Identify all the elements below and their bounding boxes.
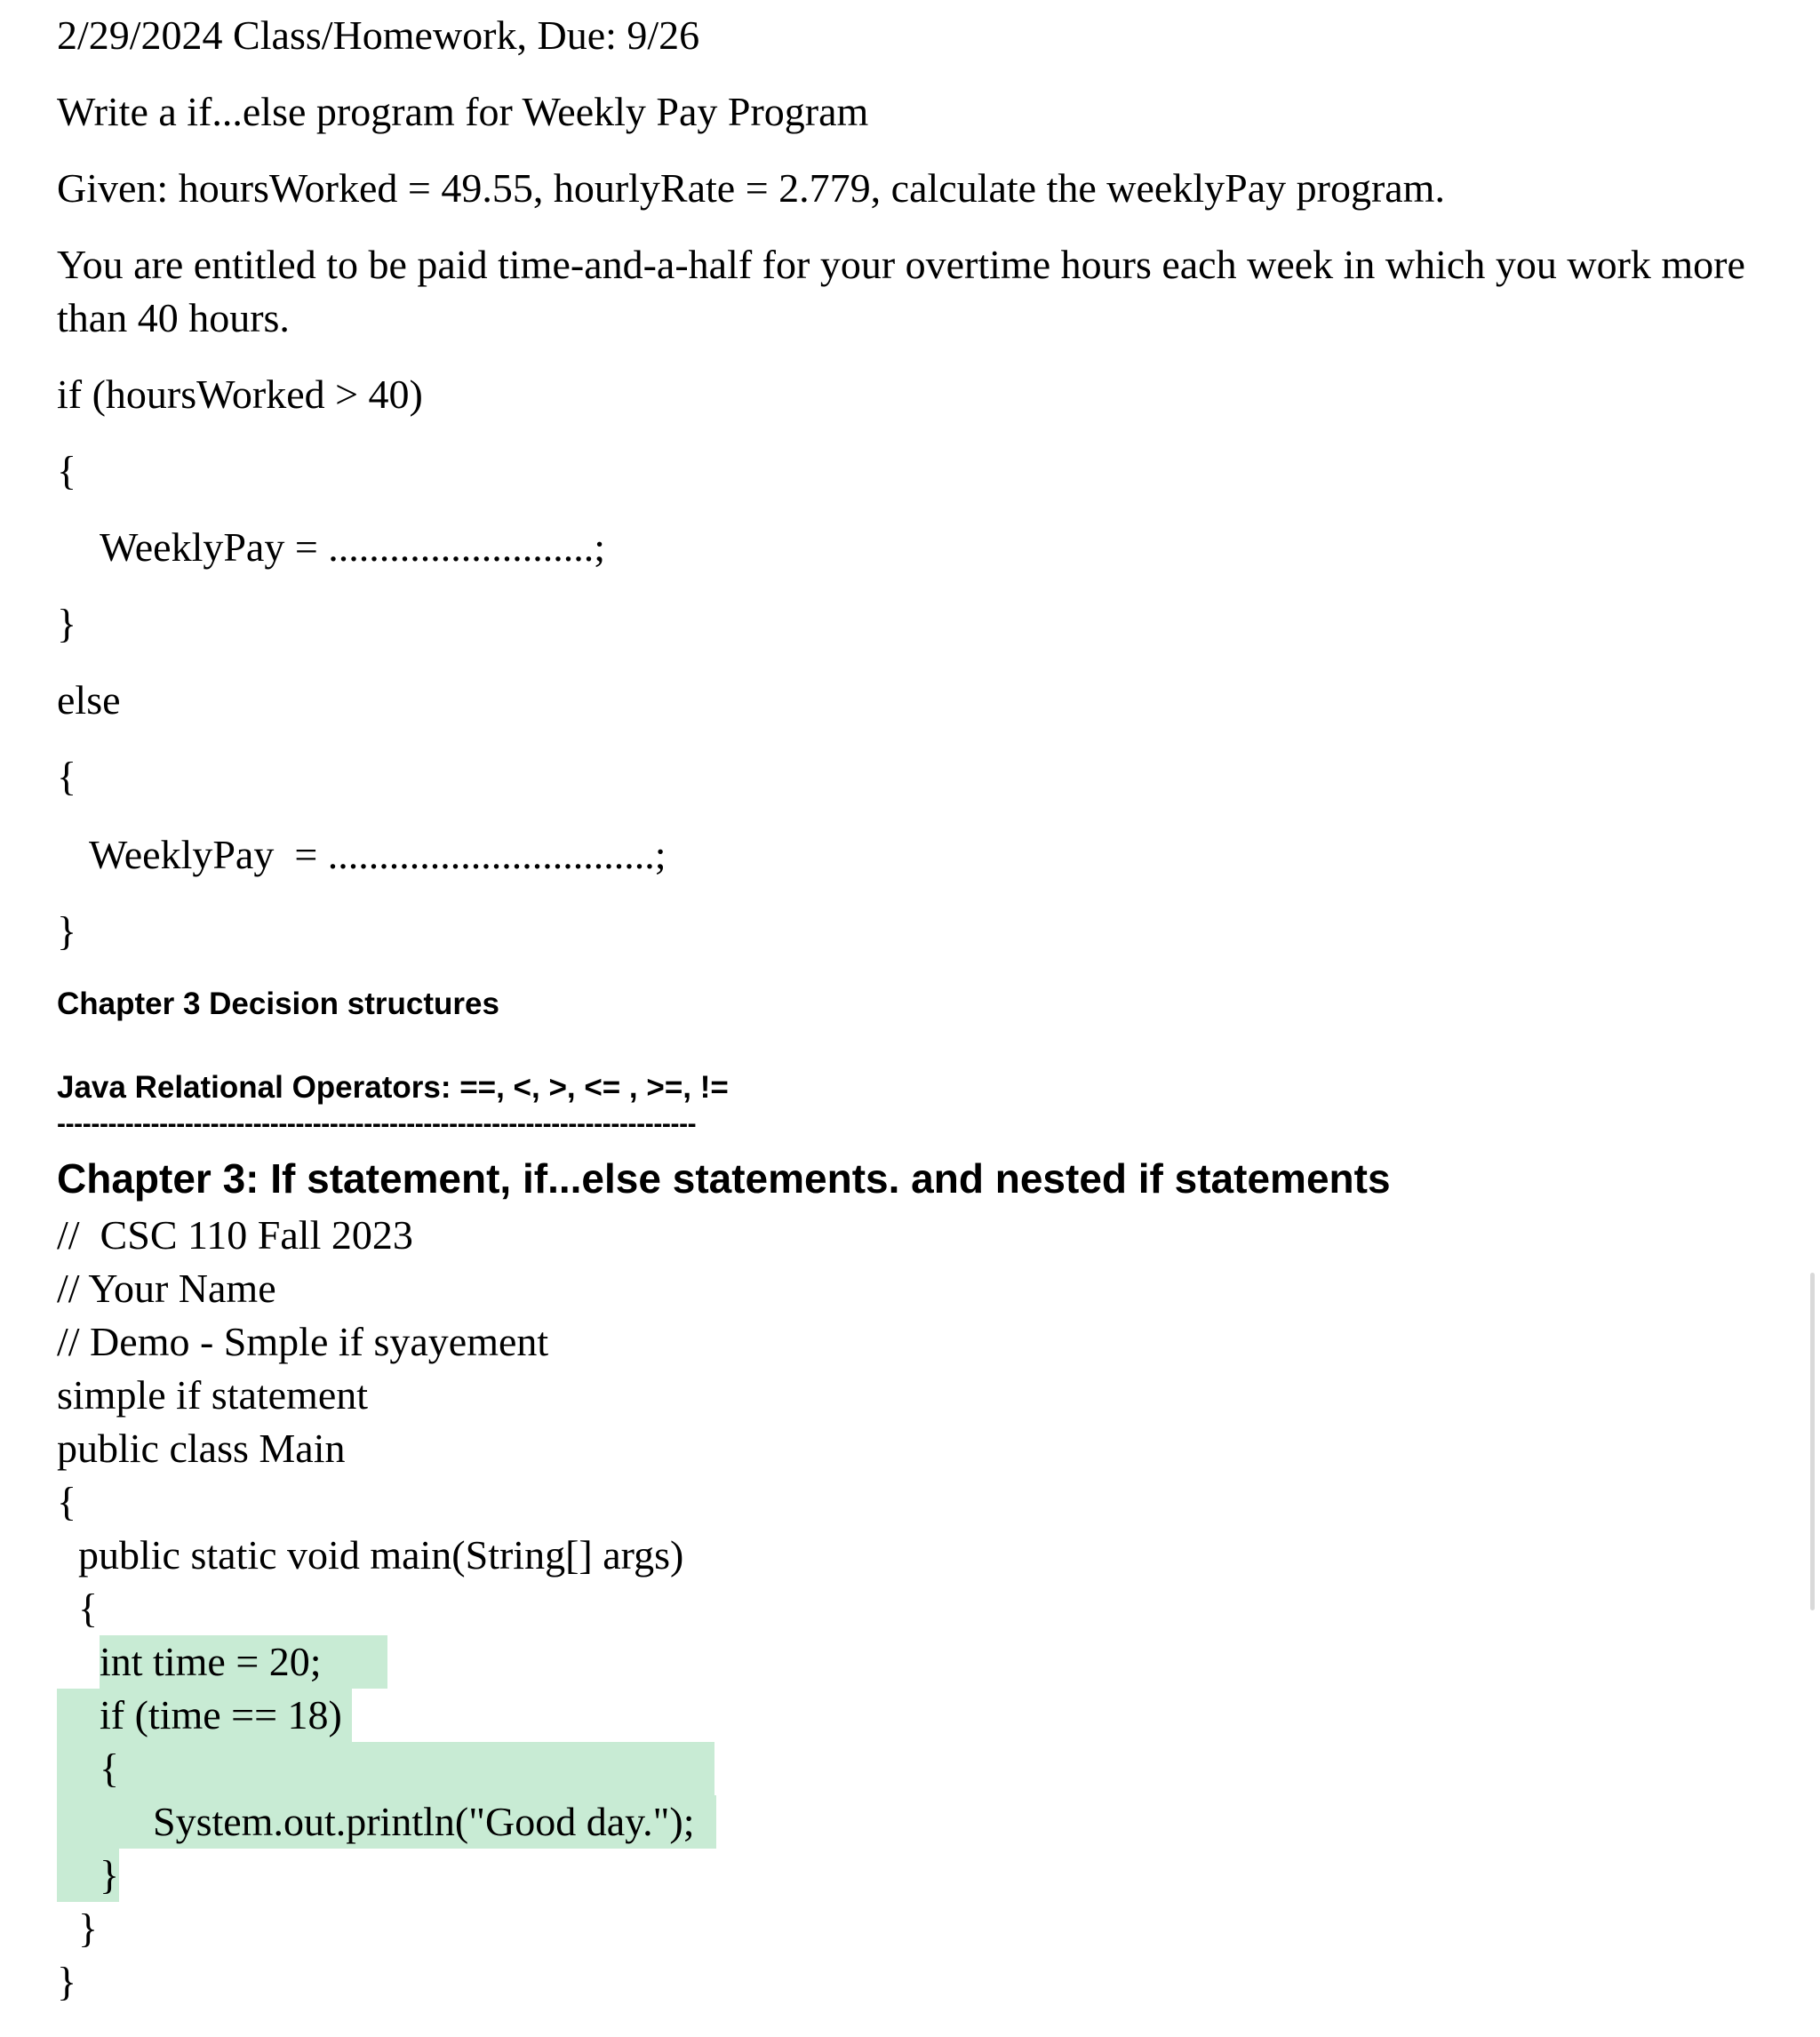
main-close-brace: } [78, 1905, 99, 1951]
code-int-time: int time = 20; [100, 1639, 322, 1684]
comment-course: // CSC 110 Fall 2023 [57, 1212, 413, 1258]
main-open-brace: { [78, 1586, 99, 1631]
highlight-if-open [57, 1742, 714, 1795]
code-println: System.out.println("Good day."); [153, 1799, 695, 1844]
date-line: 2/29/2024 Class/Homework, Due: 9/26 [57, 12, 700, 58]
class-close-brace: } [57, 1959, 77, 2004]
given-line: Given: hoursWorked = 49.55, hourlyRate = 2.779, calculate the weeklyPay program. [57, 165, 1445, 211]
instruction-line: Write a if...else program for Weekly Pay Program [57, 89, 869, 134]
chapter-title: Chapter 3: If statement, if...else statements. and nested if statements [57, 1155, 1391, 1202]
code-else-line: else [57, 677, 121, 723]
code-open-brace: { [57, 754, 77, 799]
class-open-brace: { [57, 1479, 77, 1524]
comment-name: // Your Name [57, 1266, 276, 1311]
code-if-open-brace: { [100, 1745, 120, 1791]
code-if-close-brace: } [100, 1852, 120, 1897]
divider-line: --------------------------------------------------------------------------- [57, 1109, 697, 1138]
comment-demo: // Demo - Smple if syayement [57, 1319, 549, 1364]
class-declaration: public class Main [57, 1426, 346, 1471]
relational-operators-line: Java Relational Operators: ==, <, >, <= , >=, != [57, 1070, 729, 1105]
code-weekly-pay-regular: WeeklyPay = ................................; [89, 832, 667, 877]
code-weekly-pay-overtime: WeeklyPay = ..........................; [100, 524, 606, 570]
code-close-brace: } [57, 601, 77, 646]
code-close-brace: } [57, 908, 77, 954]
code-if-line: if (hoursWorked > 40) [57, 371, 423, 417]
vertical-scrollbar[interactable] [1810, 1273, 1815, 1610]
overtime-note: You are entitled to be paid time-and-a-half for your overtime hours each week in which you work more than 40 hours. [57, 242, 1745, 340]
main-declaration: public static void main(String[] args) [78, 1532, 684, 1578]
code-open-brace: { [57, 448, 77, 493]
chapter-heading: Chapter 3 Decision structures [57, 987, 499, 1021]
code-label: simple if statement [57, 1372, 369, 1418]
code-if-time: if (time == 18) [100, 1692, 342, 1737]
